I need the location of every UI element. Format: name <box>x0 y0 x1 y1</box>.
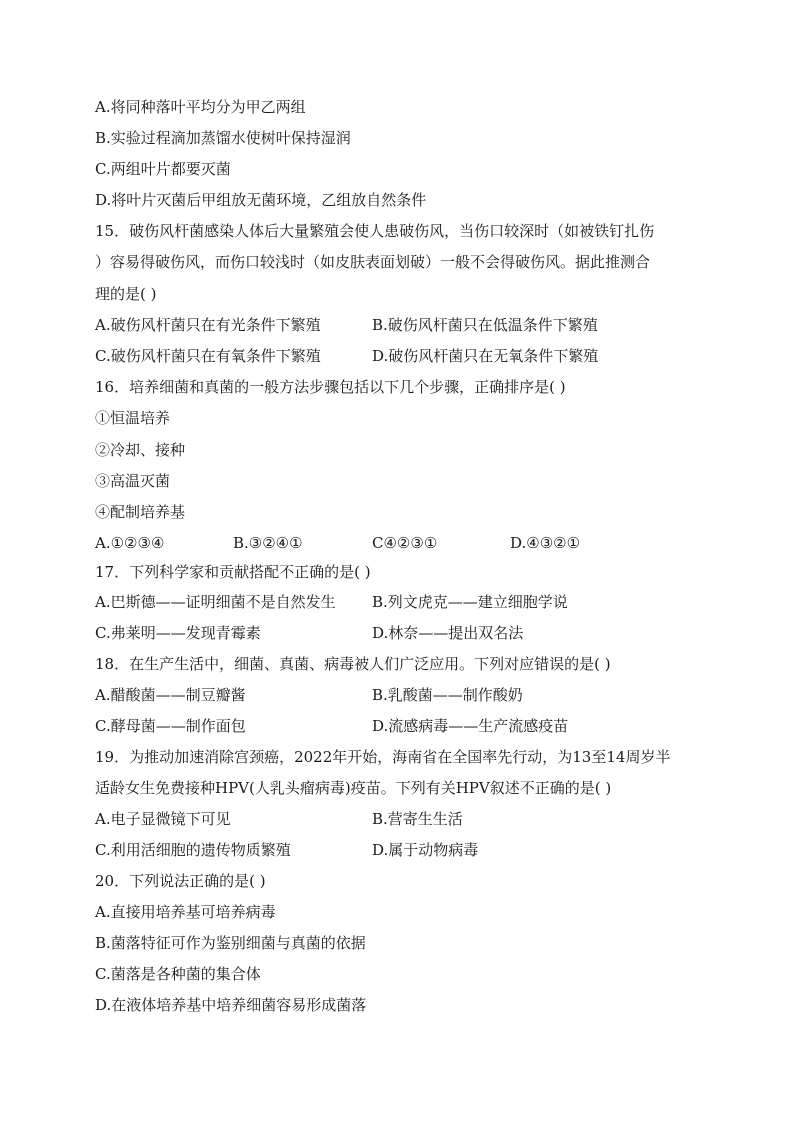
q19-option-d: D.属于动物病毒 <box>372 841 479 859</box>
q15-option-b: B.破伤风杆菌只在低温条件下繁殖 <box>372 316 598 334</box>
q19-stem-line-1: 19．为推动加速消除宫颈癌，2022年开始，海南省在全国率先行动，为13至14周岁半 <box>95 748 671 766</box>
q19-option-a: A.电子显微镜下可见 <box>95 810 231 828</box>
q20-stem: 20．下列说法正确的是( ) <box>95 872 266 890</box>
q14-option-d: D.将叶片灭菌后甲组放无菌环境，乙组放自然条件 <box>95 191 427 209</box>
q18-option-d: D.流感病毒——生产流感疫苗 <box>372 717 569 735</box>
q20-option-a: A.直接用培养基可培养病毒 <box>95 903 276 921</box>
q16-option-a: A.①②③④ <box>95 534 165 552</box>
q18-option-a: A.醋酸菌——制豆瓣酱 <box>95 686 246 704</box>
q18-option-c: C.酵母菌——制作面包 <box>95 717 246 735</box>
q18-option-b: B.乳酸菌——制作酸奶 <box>372 686 523 704</box>
q20-option-b: B.菌落特征可作为鉴别细菌与真菌的依据 <box>95 934 366 952</box>
q16-option-b: B.③②④① <box>233 534 303 552</box>
q19-option-c: C.利用活细胞的遗传物质繁殖 <box>95 841 291 859</box>
q15-option-a: A.破伤风杆菌只在有光条件下繁殖 <box>95 316 321 334</box>
q17-option-c: C.弗莱明——发现青霉素 <box>95 624 261 642</box>
q14-option-a: A.将同种落叶平均分为甲乙两组 <box>95 98 306 116</box>
q15-stem-line-1: 15．破伤风杆菌感染人体后大量繁殖会使人患破伤风，当伤口较深时（如被铁钉扎伤 <box>95 222 655 240</box>
q16-stem: 16．培养细菌和真菌的一般方法步骤包括以下几个步骤，正确排序是( ) <box>95 378 566 396</box>
q16-step-1: ①恒温培养 <box>95 409 171 427</box>
q19-option-b: B.营寄生生活 <box>372 810 463 828</box>
q15-stem-line-2: ）容易得破伤风，而伤口较浅时（如皮肤表面划破）一般不会得破伤风。据此推测合 <box>95 253 651 271</box>
q16-option-c: C④②③① <box>372 534 438 552</box>
q16-step-2: ②冷却、接种 <box>95 441 186 459</box>
q17-option-a: A.巴斯德——证明细菌不是自然发生 <box>95 593 336 611</box>
q17-option-b: B.列文虎克——建立细胞学说 <box>372 593 568 611</box>
q15-option-c: C.破伤风杆菌只在有氧条件下繁殖 <box>95 347 321 365</box>
q17-option-d: D.林奈——提出双名法 <box>372 624 524 642</box>
q16-step-3: ③高温灭菌 <box>95 472 171 490</box>
q16-step-4: ④配制培养基 <box>95 503 186 521</box>
q17-stem: 17．下列科学家和贡献搭配不正确的是( ) <box>95 563 371 581</box>
q18-stem: 18．在生产生活中，细菌、真菌、病毒被人们广泛应用。下列对应错误的是( ) <box>95 655 611 673</box>
q14-option-b: B.实验过程滴加蒸馏水使树叶保持湿润 <box>95 129 351 147</box>
q16-option-d: D.④③②① <box>510 534 581 552</box>
q20-option-c: C.菌落是各种菌的集合体 <box>95 965 261 983</box>
q14-option-c: C.两组叶片都要灭菌 <box>95 160 231 178</box>
q15-stem-line-3: 理的是( ) <box>95 285 157 303</box>
q15-option-d: D.破伤风杆菌只在无氧条件下繁殖 <box>372 347 599 365</box>
q20-option-d: D.在液体培养基中培养细菌容易形成菌落 <box>95 996 367 1014</box>
q19-stem-line-2: 适龄女生免费接种HPV(人乳头瘤病毒)疫苗。下列有关HPV叙述不正确的是( ) <box>95 779 612 797</box>
